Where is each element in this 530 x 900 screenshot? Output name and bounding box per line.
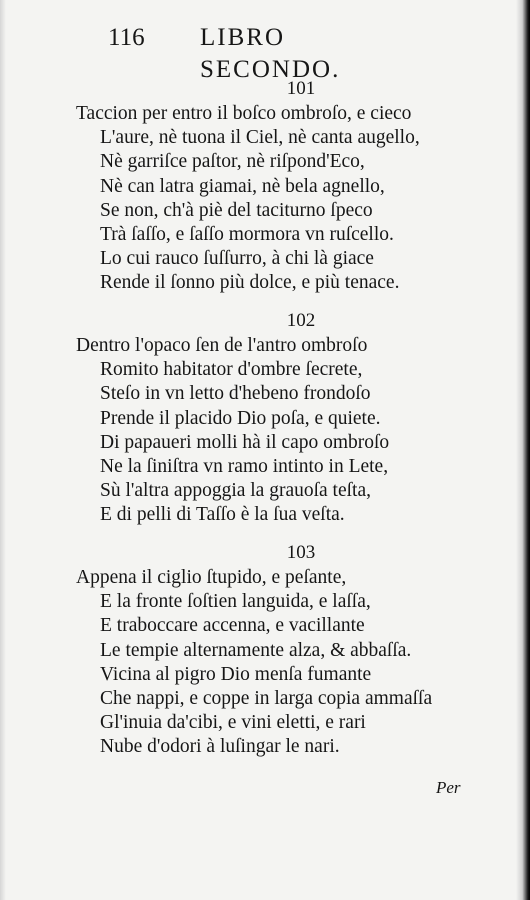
verse-line: L'aure, nè tuona il Ciel, nè canta augello,	[100, 127, 420, 149]
verse-line: Appena il ciglio ſtupido, e peſante,	[76, 567, 347, 588]
stanza-number: 102	[286, 310, 316, 331]
verse-line: Nè can latra giamai, nè bela agnello,	[100, 175, 385, 197]
verse-line: Taccion per entro il boſco ombroſo, e cieco	[76, 103, 412, 124]
verse-line: Dentro l'opaco ſen de l'antro ombroſo	[76, 335, 368, 356]
verse-line: E di pelli di Taſſo è la ſua veſta.	[100, 504, 345, 526]
stanza-102	[76, 310, 486, 528]
running-head	[108, 22, 418, 83]
verse-line: E la fronte ſoſtien languida, e laſſa,	[100, 591, 371, 613]
verse-line: Nè garriſce paſtor, nè riſpond'Eco,	[100, 151, 365, 173]
page-gutter-shadow	[0, 0, 6, 900]
verse-line: Nube d'odori à luſingar le nari.	[100, 736, 340, 758]
verse-line: Se non, ch'à piè del taciturno ſpeco	[100, 199, 373, 221]
page-edge-shadow	[516, 0, 530, 900]
verse-line: Ne la ſiniſtra vn ramo intinto in Lete,	[100, 455, 389, 477]
verse-line: Lo cui rauco ſuſſurro, à chi là giace	[100, 248, 374, 270]
page-number: 116	[108, 24, 145, 51]
verse-line: Le tempie alternamente alza, & abbaſſa.	[100, 639, 412, 661]
stanza-number: 101	[286, 78, 316, 99]
verse-line: Trà ſaſſo, e ſaſſo mormora vn ruſcello.	[100, 223, 394, 245]
verse-line: E traboccare accenna, e vacillante	[100, 615, 365, 637]
catchword: Per	[436, 778, 461, 797]
verse-line: Gl'inuia da'cibi, e vini eletti, e rari	[100, 712, 366, 734]
verse-line: Vicina al pigro Dio menſa fumante	[100, 663, 372, 685]
verse-line: Steſo in vn letto d'hebeno frondoſo	[100, 383, 371, 405]
verse-line: Che nappi, e coppe in larga copia ammaſſa	[100, 687, 433, 709]
verse-line: Sù l'altra appoggia la grauoſa teſta,	[100, 480, 372, 502]
stanza-number: 103	[286, 542, 316, 563]
stanza-101	[76, 78, 486, 296]
verse-line: Rende il ſonno più dolce, e più tenace.	[100, 272, 400, 294]
book-title: LIBRO SECONDO.	[200, 24, 341, 83]
verse-line: Di papaueri molli hà il capo ombroſo	[100, 431, 390, 453]
verse-line: Romito habitator d'ombre ſecrete,	[100, 359, 363, 381]
stanza-103	[76, 542, 486, 760]
verse-line: Prende il placido Dio poſa, e quiete.	[100, 407, 381, 429]
